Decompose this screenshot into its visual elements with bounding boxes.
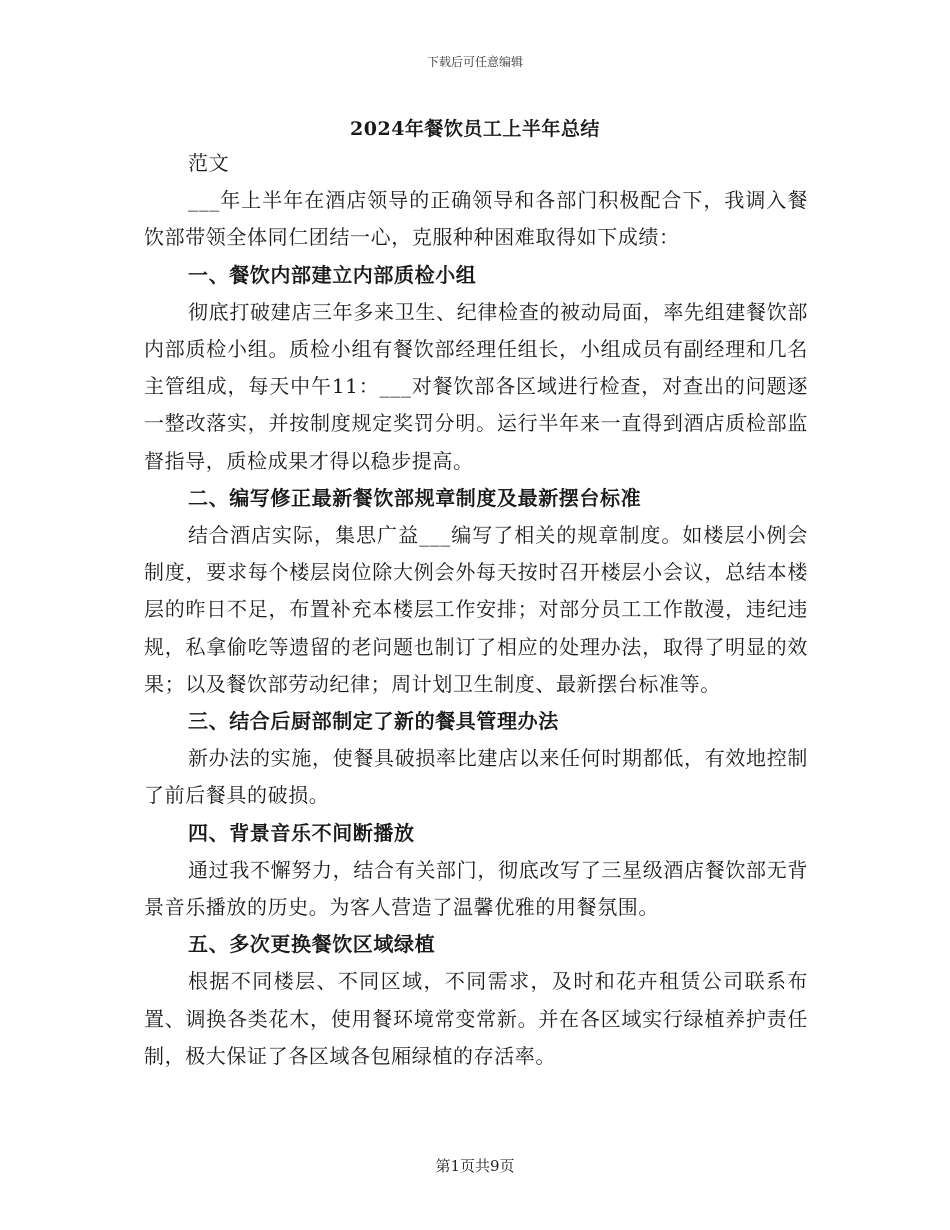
section-body: 根据不同楼层、不同区域，不同需求，及时和花卉租赁公司联系布置、调换各类花木，使用餐环境常变常新。并在各区域实行绿植养护责任制，极大保证了各区域各包厢绿植的存活率。 [144,969,808,1068]
section-heading: 二、编写修正最新餐饮部规章制度及最新摆台标准 [188,485,642,510]
section-heading: 一、餐饮内部建立内部质检小组 [188,262,477,287]
document-title: 2024年餐饮员工上半年总结 [350,118,600,140]
intro-label: 范文 [188,151,230,175]
section-heading: 三、结合后厨部制定了新的餐具管理办法 [188,709,559,734]
section-body: 彻底打破建店三年多来卫生、纪律检查的被动局面，率先组建餐饮部内部质检小组。质检小组有餐饮部经理任组长，小组成员有副经理和几名主管组成，每天中午11：___对餐饮部各区域进行检查，对查出的问题逐一整改落实，并按制度规定奖罚分明。运行半年来一直得到酒店质检部监督指导，质检成果才得以稳步提高。 [144,299,808,473]
section-body: 通过我不懈努力，结合有关部门，彻底改写了三星级酒店餐饮部无背景音乐播放的历史。为客人营造了温馨优雅的用餐氛围。 [144,857,808,920]
page-header: 下载后可任意编辑 [426,55,523,69]
page-footer: 第1页共9页 [435,1157,515,1175]
intro-paragraph: ___年上半年在酒店领导的正确领导和各部门积极配合下，我调入餐饮部带领全体同仁团结一心，克服种种困难取得如下成绩： [144,188,808,250]
section-heading: 四、背景音乐不间断播放 [188,820,415,845]
section-body: 结合酒店实际，集思广益___编写了相关的规章制度。如楼层小例会制度，要求每个楼层岗位除大例会外每天按时召开楼层小会议，总结本楼层的昨日不足，布置补充本楼层工作安排；对部分员工工作散漫，违纪违规，私拿偷吃等遗留的老问题也制订了相应的处理办法，取得了明显的效果；以及餐饮部劳动纪律；周计划卫生制度、最新摆台标准等。 [144,523,808,696]
section-heading: 五、多次更换餐饮区域绿植 [188,932,436,957]
document-body [144,145,808,1075]
section-body: 新办法的实施，使餐具破损率比建店以来任何时期都低，有效地控制了前后餐具的破损。 [144,746,808,808]
